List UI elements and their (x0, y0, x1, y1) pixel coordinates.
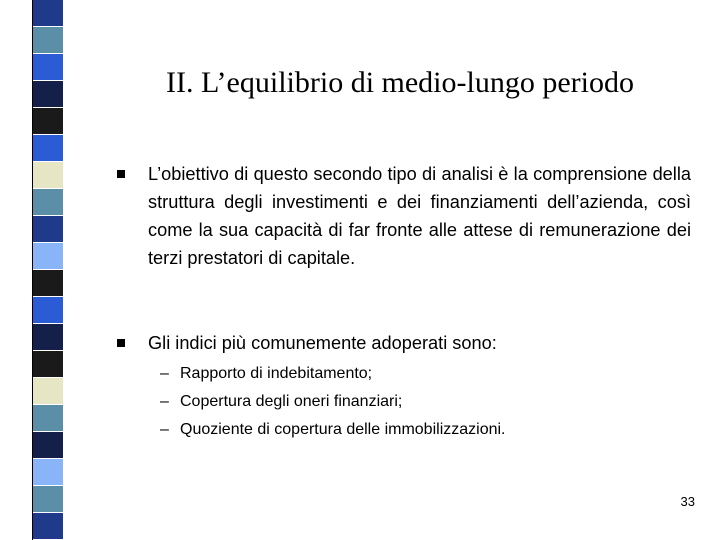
stripe-block (33, 162, 63, 189)
stripe-block (33, 54, 63, 81)
subbullet-1 (160, 361, 372, 386)
stripe-block (33, 351, 63, 378)
bullet-text-1: L’obiettivo di questo secondo tipo di analisi è la comprensione della struttura degli investimenti e dei finanziamenti dell’azienda, così come la sua capacità di far fronte alle attese di remunerazione dei terzi prestatori di capitale. (148, 164, 691, 268)
dash-marker: – (160, 365, 169, 382)
dash-marker: – (160, 393, 169, 410)
dash-marker: – (160, 421, 169, 438)
stripe-block (33, 297, 63, 324)
stripe-block (33, 189, 63, 216)
decorative-stripe (0, 0, 64, 540)
page-number: 33 (680, 494, 695, 509)
stripe-block (33, 459, 63, 486)
stripe-block (33, 0, 63, 27)
subbullet-text: Copertura degli oneri finanziari; (180, 393, 403, 410)
stripe-block (33, 270, 63, 297)
subbullet-text: Quoziente di copertura delle immobilizzazioni. (180, 421, 506, 438)
stripe-block (33, 135, 63, 162)
stripe-block (33, 27, 63, 54)
stripe-block (33, 81, 63, 108)
stripe-block (33, 108, 63, 135)
bullet-marker (117, 339, 125, 347)
bullet-marker (117, 170, 125, 178)
stripe-block (33, 216, 63, 243)
stripe-block (33, 243, 63, 270)
subbullet-text: Rapporto di indebitamento; (180, 365, 373, 382)
bullet-text-2: Gli indici più comunemente adoperati sono: (148, 333, 497, 353)
slide-title: II. L’equilibrio di medio-lungo periodo (166, 66, 634, 99)
stripe-block (33, 324, 63, 351)
stripe-block (33, 405, 63, 432)
stripe-block (33, 486, 63, 513)
stripe-block (33, 378, 63, 405)
stripe-block (33, 432, 63, 459)
subbullet-2 (160, 389, 402, 414)
subbullet-3 (160, 417, 506, 442)
stripe-block (33, 513, 63, 540)
